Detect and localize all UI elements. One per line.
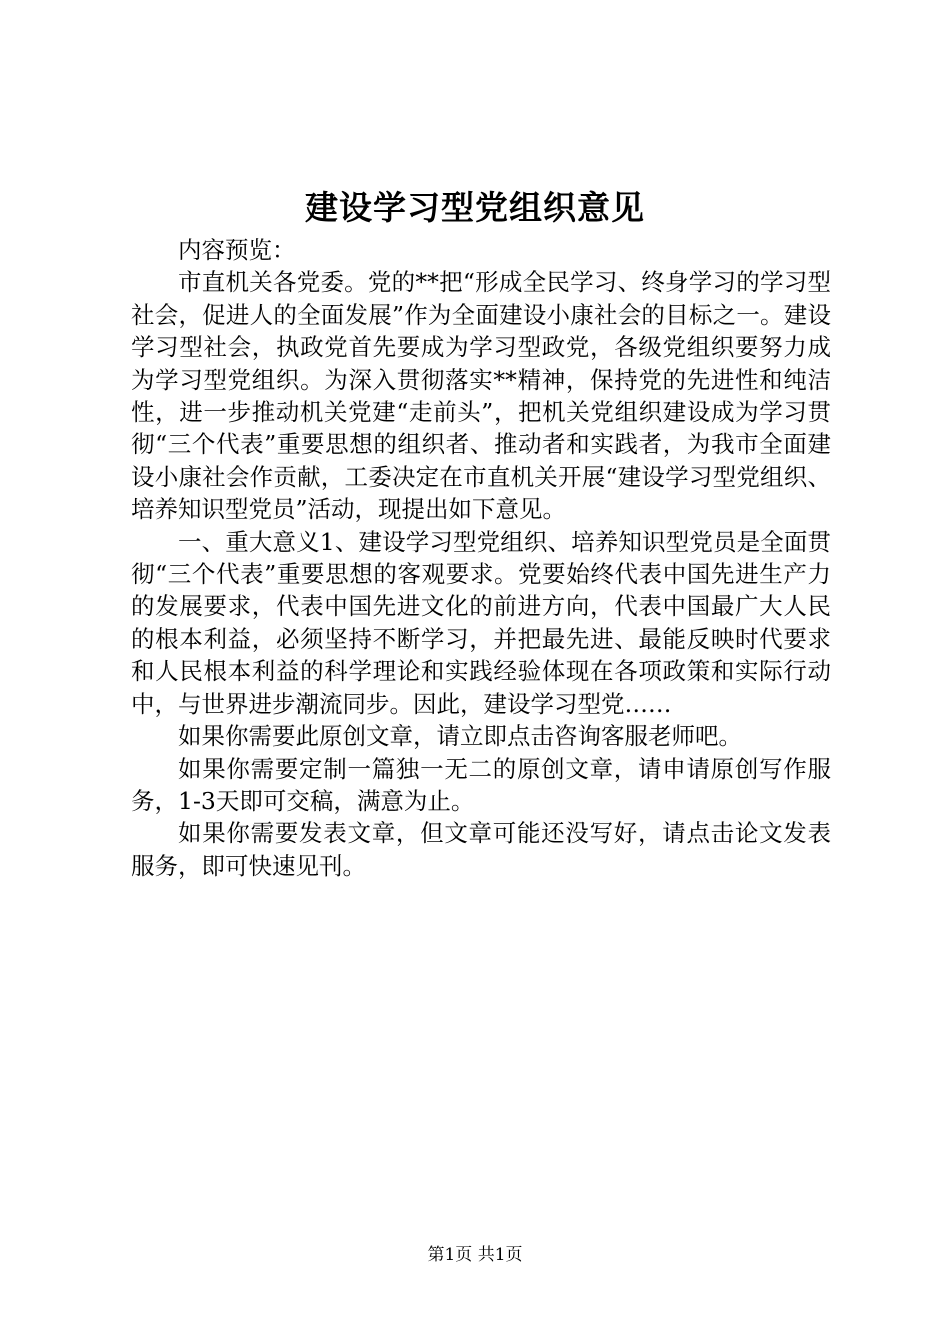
paragraph-consult: 如果你需要此原创文章，请立即点击咨询客服老师吧。: [178, 722, 742, 751]
page-footer: 第1页 共1页: [427, 1245, 523, 1265]
paragraph-custom-writing: 如果你需要定制一篇独一无二的原创文章，请申请原创写作服务，1-3天即可交稿，满意为止。: [131, 754, 831, 815]
paragraph-intro: 市直机关各党委。党的**把“形成全民学习、终身学习的学习型社会，促进人的全面发展”作为全面建设小康社会的目标之一。建设学习型社会，执政党首先要成为学习型政党，各级党组织要努力成为学习型党组织。为深入贯彻落实**精神，保持党的先进性和纯洁性，进一步推动机关党建“走前头”，把机关党组织建设成为学习贯彻“三个代表”重要思想的组织者、推动者和实践者，为我市全面建设小康社会作贡献，工委决定在市直机关开展“建设学习型党组织、培养知识型党员”活动，现提出如下意见。: [131, 268, 831, 524]
document-body: [131, 234, 831, 882]
paragraph-publishing: 如果你需要发表文章，但文章可能还没写好，请点击论文发表服务，即可快速见刊。: [131, 819, 831, 880]
paragraph-significance: 一、重大意义1、建设学习型党组织、培养知识型党员是全面贯彻“三个代表”重要思想的客观要求。党要始终代表中国先进生产力的发展要求，代表中国先进文化的前进方向，代表中国最广大人民的根本利益，必须坚持不断学习，并把最先进、最能反映时代要求和人民根本利益的科学理论和实践经验体现在各项政策和实际行动中，与世界进步潮流同步。因此，建设学习型党……: [131, 527, 831, 718]
preview-label: 内容预览：: [178, 236, 296, 264]
document-title: 建设学习型党组织意见: [305, 188, 645, 227]
